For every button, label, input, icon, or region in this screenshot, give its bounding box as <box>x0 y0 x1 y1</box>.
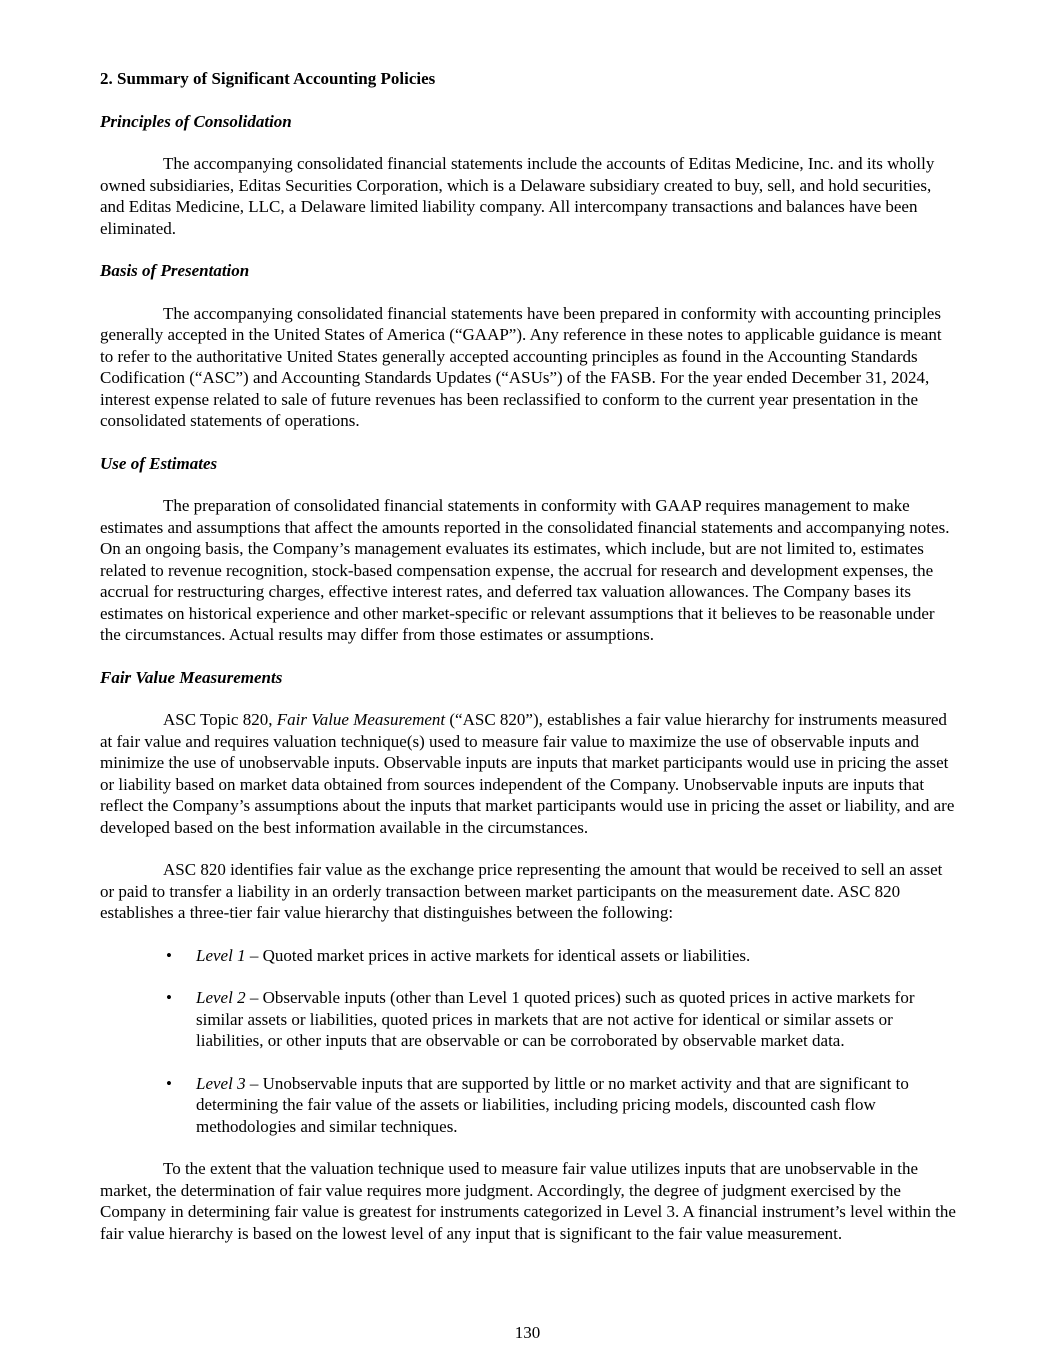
paragraph-use-of-estimates: The preparation of consolidated financial statements in conformity with GAAP requires management to make estimates and assumptions that affect the amounts reported in the consolidated financial statements and accompanying notes. On an ongoing basis, the Company’s management evaluates its estimates, which include, but are not limited to, estimates related to revenue recognition, stock-based compensation expense, the accrual for research and development expenses, the accrual for restructuring charges, effective interest rates, and deferred tax valuation allowances. The Company bases its estimates on historical experience and other market-specific or relevant assumptions that it believes to be reasonable under the circumstances. Actual results may differ from those estimates or assumptions. <box>100 496 950 644</box>
bullet-icon: • <box>166 1073 172 1093</box>
bullet-icon: • <box>166 945 172 965</box>
bullet-item-level-3 <box>100 1073 958 1138</box>
note-title: 2. Summary of Significant Accounting Policies <box>100 69 436 88</box>
bullet-item-level-2 <box>100 987 958 1052</box>
paragraph-fair-value-intro <box>100 709 958 838</box>
section-heading-basis-of-presentation: Basis of Presentation <box>100 261 250 280</box>
section-heading-use-of-estimates: Use of Estimates <box>100 453 218 473</box>
paragraph-basis-of-presentation: The accompanying consolidated financial statements have been prepared in conformity with accounting principles generally accepted in the United States of America (“GAAP”). Any reference in these notes to applicable guidance is meant to refer to the authoritative United States generally accepted accounting principles as found in the Accounting Standards Codification (“ASC”) and Accounting Standards Updates (“ASUs”) of the FASB. For the year ended December 31, 2024, interest expense related to sale of future revenues has been reclassified to conform to the current year presentation in the consolidated statements of operations. <box>100 303 942 430</box>
bullet-icon: • <box>166 988 172 1007</box>
bullet-item-level-1 <box>100 945 958 967</box>
fair-value-intro-post: (“ASC 820”), establishes a fair value hierarchy for instruments measured at fair value and requires valuation technique(s) used to measure fair value to maximize the use of observable inputs and minimize the use of unobservable inputs. Observable inputs are inputs that market participants would use in pricing the asset or liability based on market data obtained from sources independent of the Company. Unobservable inputs are inputs that reflect the Company’s assumptions about the inputs that market participants would use in pricing the asset or liability, and are developed based on the best information available in the circumstances. <box>100 710 955 837</box>
bullet-term-level-2: Level 2 <box>196 988 246 1007</box>
fair-value-intro-pre: ASC Topic 820, <box>163 710 277 729</box>
bullet-term-level-1: Level 1 <box>196 945 246 965</box>
section-heading-principles-of-consolidation: Principles of Consolidation <box>100 111 292 131</box>
section-heading-fair-value-measurements: Fair Value Measurements <box>100 667 283 687</box>
fair-value-intro-italic-title: Fair Value Measurement <box>276 710 446 729</box>
document-content <box>100 68 958 1265</box>
bullet-term-level-3: Level 3 <box>196 1073 246 1093</box>
bullet-desc-level-1: – Quoted market prices in active markets for identical assets or liabilities. <box>245 945 751 965</box>
paragraph-valuation-judgment: To the extent that the valuation technique used to measure fair value utilizes inputs that are unobservable in the market, the determination of fair value requires more judgment. Accordingly, the degree of judgment exercised by the Company in determining fair value is greatest for instruments categorized in Level 3. A financial instrument’s level within the fair value hierarchy is based on the lowest level of any input that is significant to the fair value measurement. <box>100 1159 956 1243</box>
paragraph-principles-of-consolidation: The accompanying consolidated financial statements include the accounts of Editas Medicine, Inc. and its wholly owned subsidiaries, Editas Securities Corporation, which is a Delaware subsidiary created to buy, sell, and hold securities, and Editas Medicine, LLC, a Delaware limited liability company. All intercompany transactions and balances have been eliminated. <box>100 154 935 238</box>
page-number: 130 <box>514 1322 541 1342</box>
bullet-desc-level-2: – Observable inputs (other than Level 1 quoted prices) such as quoted prices in active markets for similar assets or liabilities, quoted prices in markets that are not active for identical or similar assets or liabilities, or other inputs that are observable or can be corroborated by observable market data. <box>196 988 915 1050</box>
bullet-desc-level-3: – Unobservable inputs that are supported by little or no market activity and that are significant to determining the fair value of the assets or liabilities, including pricing models, discounted cash flow methodologies and similar techniques. <box>196 1073 909 1136</box>
paragraph-asc820-hierarchy: ASC 820 identifies fair value as the exchange price representing the amount that would be received to sell an asset or paid to transfer a liability in an orderly transaction between market participants on the measurement date. ASC 820 establishes a three-tier fair value hierarchy that distinguishes between the following: <box>100 860 943 922</box>
